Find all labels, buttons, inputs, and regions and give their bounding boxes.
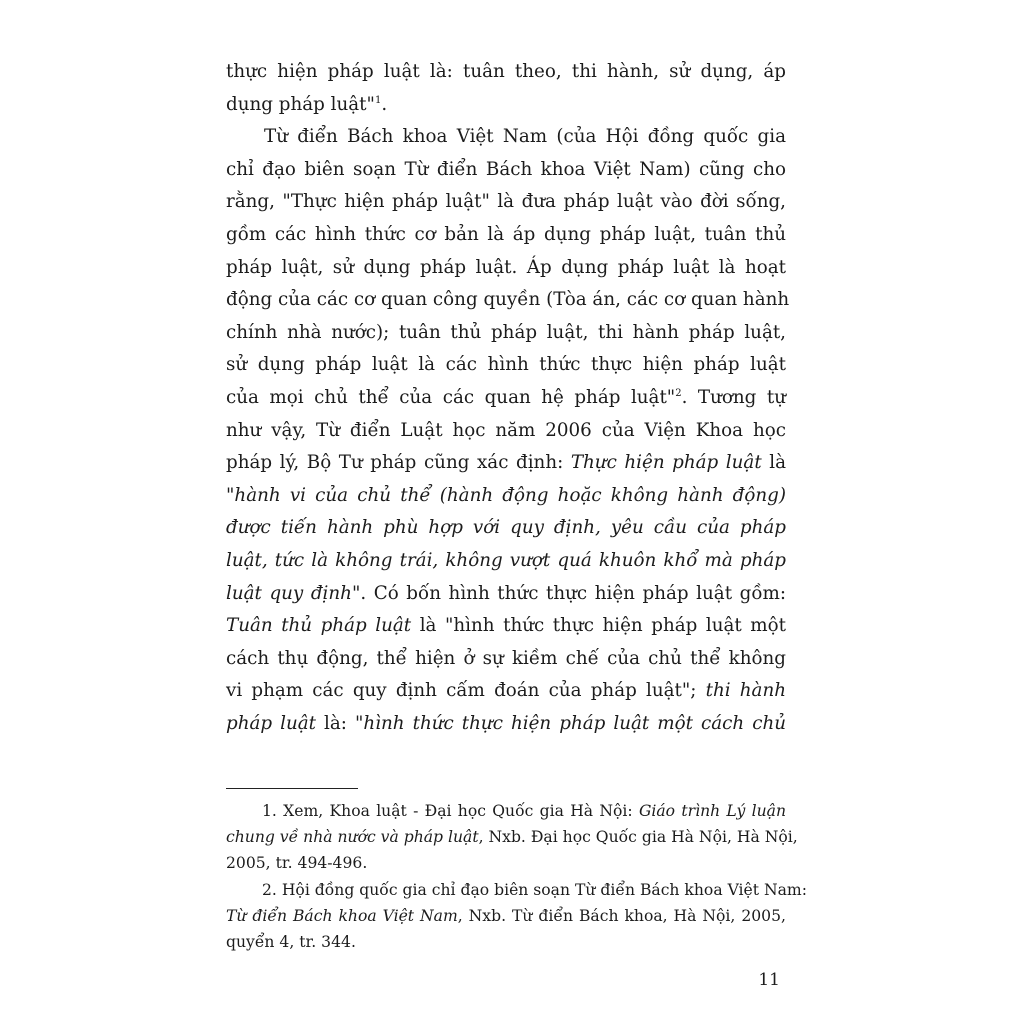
text-line: pháp luật, sử dụng pháp luật. Áp dụng pháp luật là hoạt	[226, 256, 786, 278]
italic-title: chung về nhà nước và pháp luật	[226, 828, 479, 847]
text-line: chỉ đạo biên soạn Từ điển Bách khoa Việt Nam) cũng cho	[226, 158, 786, 180]
text-line: cách thụ động, thể hiện ở sự kiềm chế của chủ thể không	[226, 647, 786, 669]
footnote-ref-1: 1	[374, 94, 382, 106]
text-line	[226, 545, 786, 578]
italic-term: pháp luật	[226, 712, 316, 734]
text-line: Từ điển Bách khoa Việt Nam (của Hội đồng quốc gia	[264, 126, 786, 148]
text-line: gồm các hình thức cơ bản là áp dụng pháp luật, tuân thủ	[226, 223, 786, 245]
text-line: vi phạm các quy định cấm đoán của pháp luật"; thi hành	[226, 680, 787, 702]
text-line: pháp lý, Bộ Tư pháp cũng xác định: Thực hiện pháp luật là	[226, 452, 786, 474]
body-text	[226, 56, 790, 740]
italic-quote: hình thức thực hiện pháp luật một cách chủ	[363, 712, 786, 734]
text-line: dụng pháp luật"$^1$.	[226, 93, 388, 115]
italic-title: Từ điển Bách khoa Việt Nam	[226, 906, 458, 925]
text-line: của mọi chủ thể của các quan hệ pháp luật"$^2$. Tương tự	[226, 386, 786, 408]
italic-term: thi hành	[705, 680, 787, 702]
text-line: "hành vi của chủ thể (hành động hoặc không hành động)	[226, 484, 786, 506]
italic-quote: luật quy định	[226, 582, 352, 604]
footnote-divider	[226, 788, 358, 789]
italic-term: Tuân thủ pháp luật	[226, 615, 412, 637]
text-line: pháp luật là: "hình thức thực hiện pháp luật một cách chủ	[226, 712, 786, 734]
italic-quote: được tiến hành phù hợp với quy định, yêu cầu của pháp	[226, 517, 786, 539]
text-line: sử dụng pháp luật là các hình thức thực hiện pháp luật	[226, 354, 786, 376]
text-line: rằng, "Thực hiện pháp luật" là đưa pháp luật vào đời sống,	[226, 191, 786, 213]
footnote-2-line: quyển 4, tr. 344.	[226, 933, 356, 952]
text-line: luật quy định". Có bốn hình thức thực hiện pháp luật gồm:	[226, 582, 787, 604]
text-line	[226, 512, 786, 545]
italic-title: Giáo trình Lý luận	[638, 802, 786, 820]
text-line: động của các cơ quan công quyền (Tòa án, các cơ quan hành	[226, 289, 790, 311]
text-line: Tuân thủ pháp luật là "hình thức thực hiện pháp luật một	[226, 615, 786, 637]
footnote-2-line: 2. Hội đồng quốc gia chỉ đạo biên soạn Từ điển Bách khoa Việt Nam:	[262, 880, 807, 899]
text-line: thực hiện pháp luật là: tuân theo, thi hành, sử dụng, áp	[226, 61, 786, 82]
footnote-1-line: 1. Xem, Khoa luật - Đại học Quốc gia Hà Nội: Giáo trình Lý luận	[262, 802, 786, 820]
footnote-1-line: chung về nhà nước và pháp luật, Nxb. Đại học Quốc gia Hà Nội, Hà Nội,	[226, 828, 798, 847]
footnote-2-line: Từ điển Bách khoa Việt Nam, Nxb. Từ điển Bách khoa, Hà Nội, 2005,	[226, 906, 786, 925]
page-number: 11	[758, 970, 780, 990]
footnote-ref-2: 2	[675, 387, 682, 399]
text-line: chính nhà nước); tuân thủ pháp luật, thi hành pháp luật,	[226, 321, 786, 343]
italic-quote: hành vi của chủ thể (hành động hoặc không hành động)	[234, 484, 786, 506]
footnotes	[226, 798, 807, 955]
footnote-1-line: 2005, tr. 494-496.	[226, 854, 368, 873]
italic-quote: luật, tức là không trái, không vượt quá khuôn khổ mà pháp	[226, 549, 786, 571]
text-line: như vậy, Từ điển Luật học năm 2006 của Viện Khoa học	[226, 419, 786, 441]
italic-term: Thực hiện pháp luật	[570, 452, 762, 474]
